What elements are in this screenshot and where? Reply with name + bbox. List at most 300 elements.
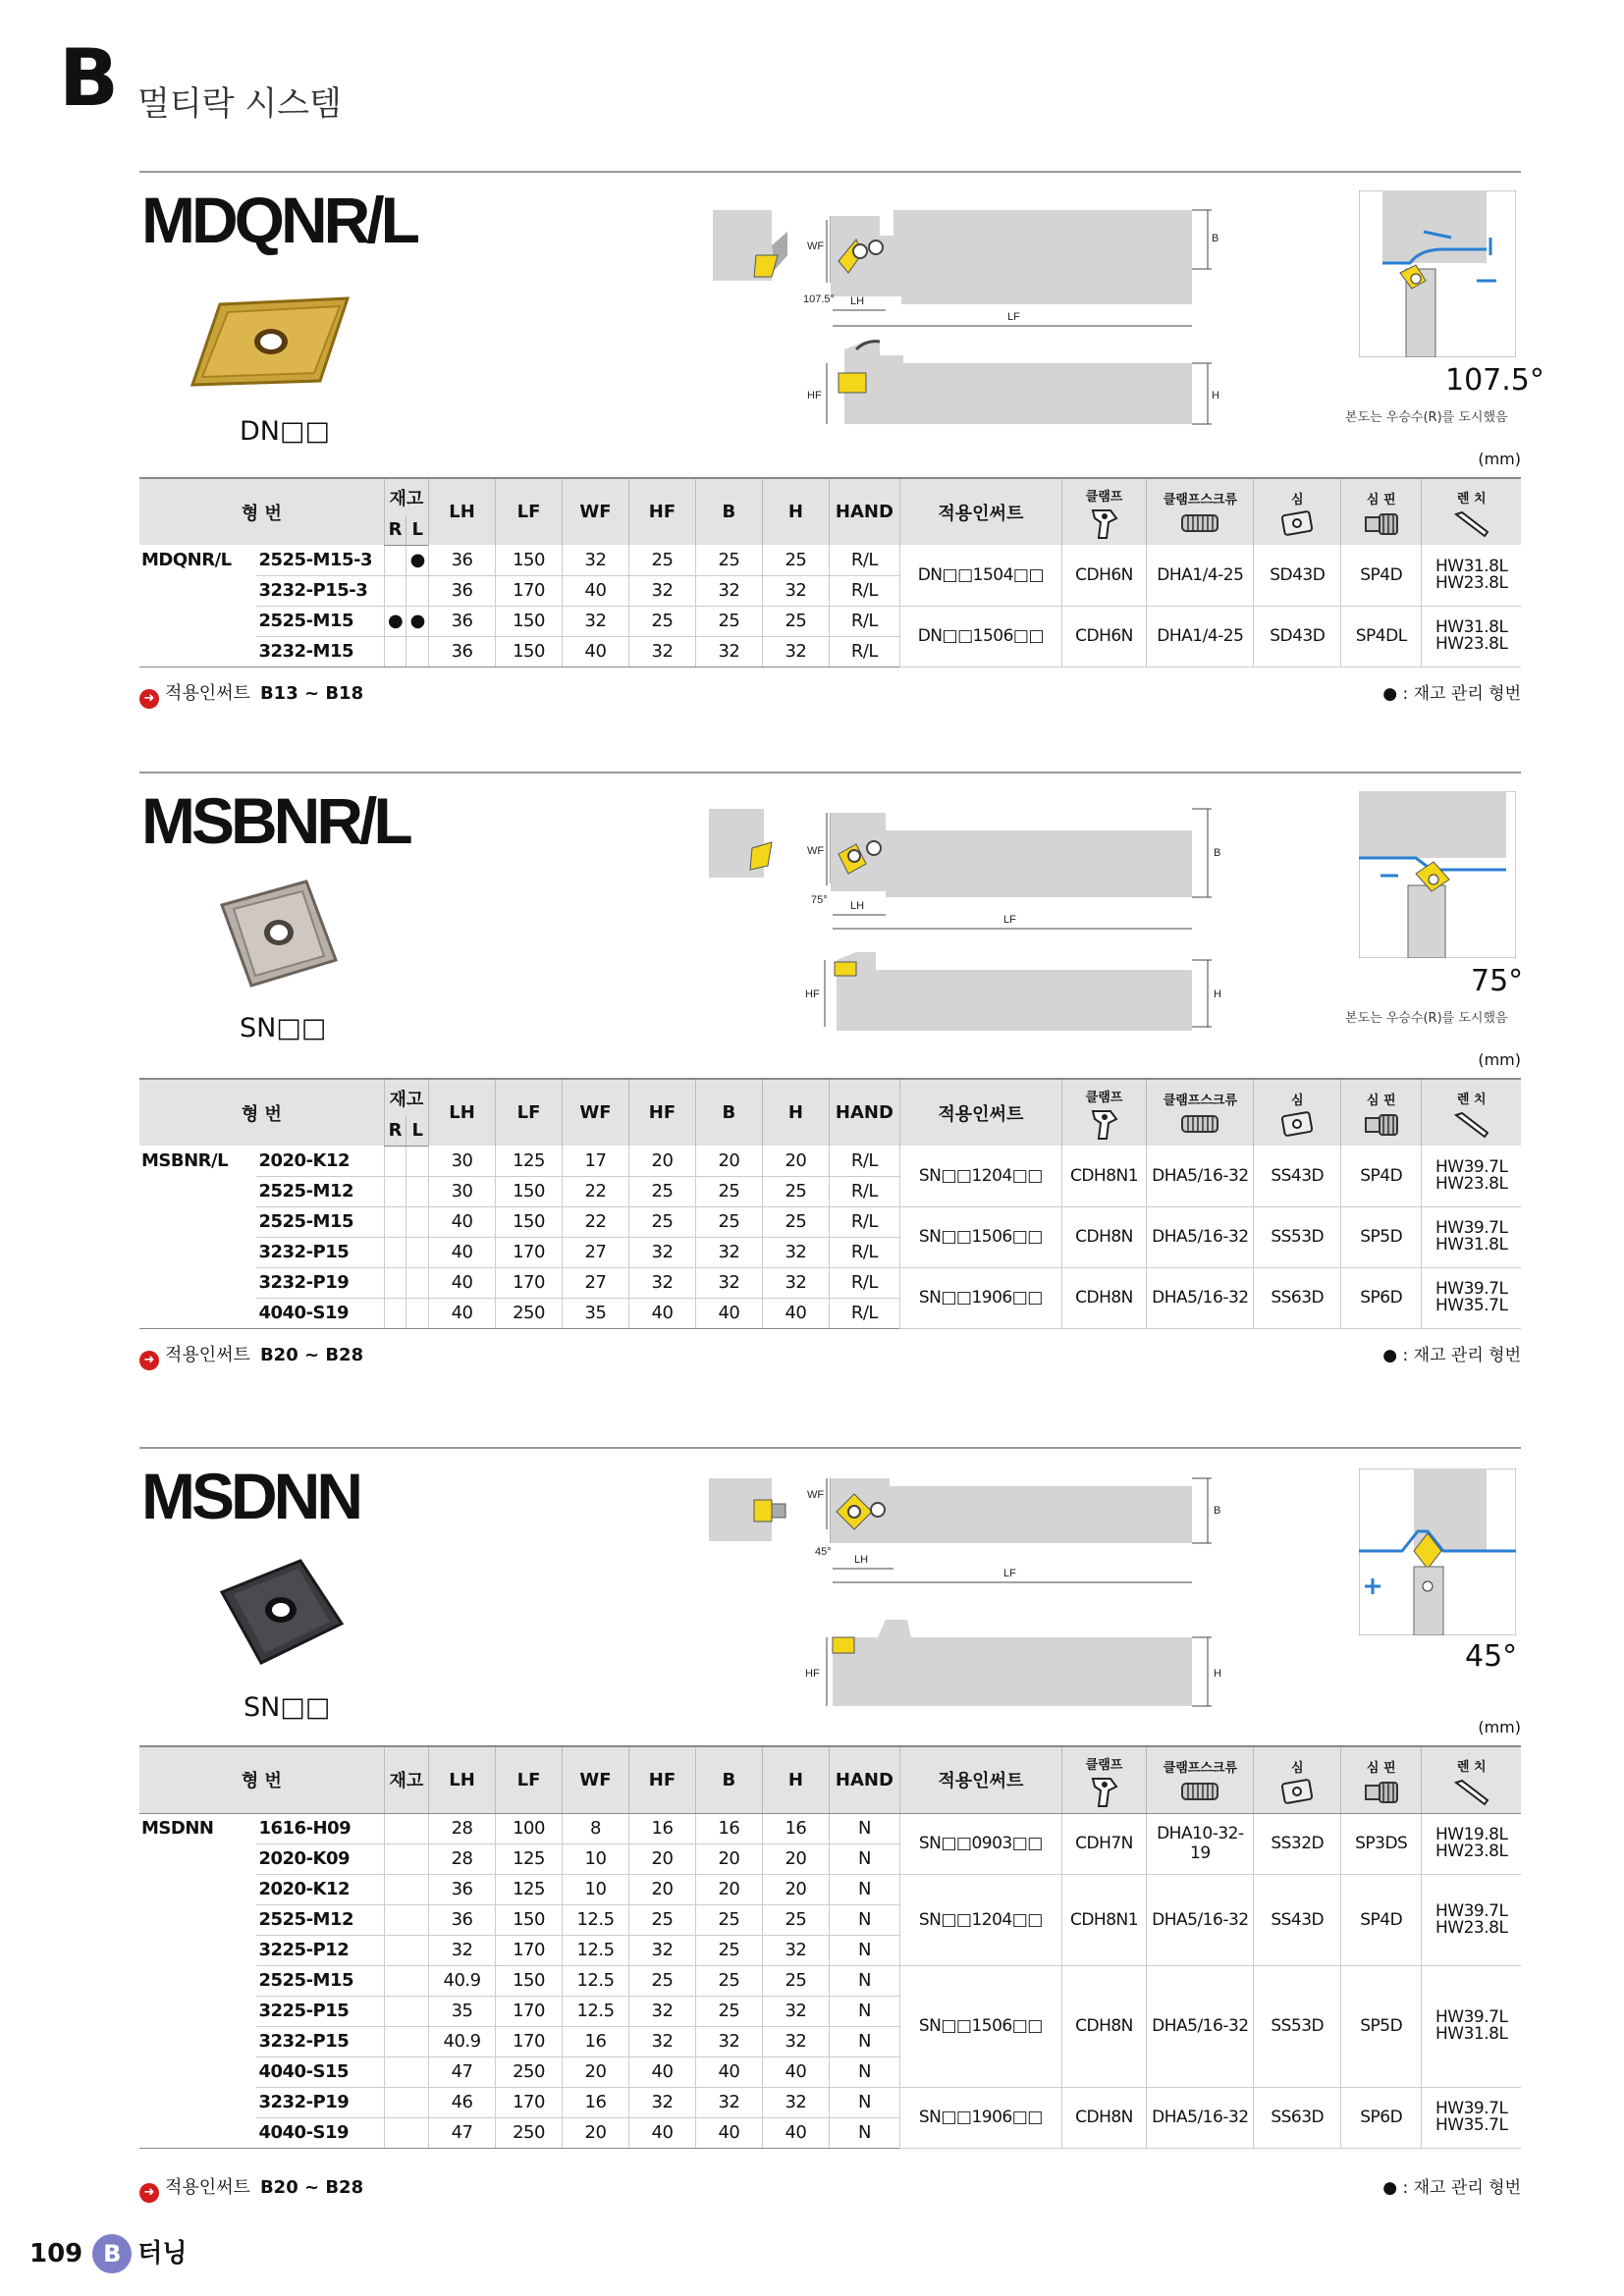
shim-cell: SS53D [1254,1965,1341,2087]
col-model: 형 번 [139,1079,384,1146]
wrench-value: HW35.7L [1435,2115,1508,2135]
col-stock-r: R [384,515,406,545]
dim-lf: LF [1003,1568,1016,1579]
wrench-value: HW39.7L [1435,1156,1508,1177]
series-cell: MDQNR/L [141,550,232,570]
wrench-value: HW35.7L [1435,1296,1508,1315]
lh-cell: 36 [429,575,496,606]
series-cell [139,1843,256,1874]
h-cell: 32 [762,2087,829,2117]
model-cell: 3232-P19 [256,1267,384,1298]
col-wrench: 렌 치 [1422,478,1521,545]
clamp-cell: CDH8N [1061,1206,1147,1267]
hand-cell: N [829,2087,899,2117]
insert-photo-silver-square [212,876,344,993]
stock-r-cell: ● [384,606,406,636]
clamp-screw-cell: DHA5/16-32 [1147,1965,1254,2087]
shim-icon [1279,1110,1315,1138]
lh-cell: 30 [429,1176,496,1206]
hand-cell: R/L [829,1146,899,1176]
chapter-badge: B [92,2234,132,2273]
stock-cell [384,1813,428,1843]
lf-cell: 170 [496,1996,563,2026]
hand-cell: N [829,2056,899,2087]
hf-cell: 20 [628,1874,695,1904]
section-divider [139,1447,1521,1449]
b-cell: 25 [695,1935,762,1965]
wrench-cell [1422,2087,1521,2148]
stock-l-cell: ● [406,545,429,575]
stock-r-cell [384,1146,406,1176]
stock-cell [384,1843,428,1874]
wrench-icon [1452,508,1491,538]
lf-cell: 250 [496,2117,563,2148]
col-b: B [695,1079,762,1146]
hand-cell: R/L [829,1237,899,1267]
wrench-cell [1422,1813,1521,1874]
col-stock-l: L [406,515,429,545]
col-lf: LF [496,478,563,545]
col-hf: HF [628,1746,695,1813]
h-cell: 16 [762,1813,829,1843]
h-cell: 20 [762,1146,829,1176]
lead-angle-label: 75° [811,894,828,906]
col-stock-r: R [384,1116,406,1146]
stock-l-cell [406,1298,429,1328]
lf-cell: 125 [496,1874,563,1904]
insert-cell: SN□□1506□□ [899,1965,1061,2087]
wf-cell: 10 [563,1843,629,1874]
stock-cell [384,2117,428,2148]
model-cell: 4040-S19 [256,1298,384,1328]
stock-l-cell [406,1267,429,1298]
hf-cell: 32 [628,1996,695,2026]
wrench-value: HW31.8L [1435,556,1508,576]
col-hand: HAND [829,1079,899,1146]
dim-wf: WF [807,1489,825,1501]
col-lh: LH [429,478,496,545]
h-cell: 32 [762,1237,829,1267]
dim-lf: LF [1007,311,1020,323]
shim-cell: SD43D [1254,545,1341,606]
col-shim: 심 [1254,1746,1341,1813]
lh-cell: 40 [429,1206,496,1237]
dim-b: B [1214,1505,1221,1517]
hf-cell: 32 [628,575,695,606]
hand-cell: R/L [829,1206,899,1237]
series-cell [139,1904,256,1935]
series-cell [139,1298,256,1328]
wf-cell: 16 [563,2087,629,2117]
wrench-cell [1422,1874,1521,1965]
shim-icon [1279,509,1315,537]
wf-cell: 12.5 [563,1904,629,1935]
table-row [139,2087,1521,2117]
hand-cell: N [829,1843,899,1874]
wrench-icon [1452,1777,1491,1806]
shim-cell: SS32D [1254,1813,1341,1874]
model-cell: 2525-M15-3 [256,545,384,575]
model-cell: 2525-M15 [256,1206,384,1237]
clamp-screw-cell: DHA5/16-32 [1147,1206,1254,1267]
wrench-value: HW39.7L [1435,2007,1508,2027]
h-cell: 20 [762,1843,829,1874]
lh-cell: 40.9 [429,1965,496,1996]
wrench-value: HW31.8L [1435,2024,1508,2044]
spec-table [139,1078,1521,1329]
insert-photo-gold-rhombic [183,287,357,393]
wrench-value: HW39.7L [1435,1218,1508,1238]
section-mdqnrl [139,171,1544,721]
insert-type-label: SN□□ [240,1013,327,1043]
lh-cell: 40 [429,1298,496,1328]
unit-label: (mm) [1478,1050,1521,1069]
dim-wf: WF [807,845,825,857]
col-insert: 적용인써트 [899,478,1061,545]
b-cell: 32 [695,575,762,606]
insert-reference[interactable]: ➜ 적용인써트 B13 ~ B18 [139,679,363,709]
b-cell: 25 [695,1965,762,1996]
unit-label: (mm) [1478,1718,1521,1736]
lf-cell: 125 [496,1146,563,1176]
h-cell: 32 [762,575,829,606]
section-divider [139,171,1521,173]
stock-r-cell [384,575,406,606]
section-divider [139,772,1521,774]
col-clamp-screw: 클램프스크류 [1147,1079,1254,1146]
clamp-cell: CDH8N [1061,2087,1147,2148]
shim-pin-cell: SP5D [1341,1206,1422,1267]
clamp-cell: CDH6N [1061,545,1147,606]
lf-cell: 150 [496,636,563,667]
lf-cell: 170 [496,1237,563,1267]
b-cell: 40 [695,2117,762,2148]
model-cell: 2020-K12 [256,1146,384,1176]
stock-cell [384,2026,428,2056]
col-shim: 심 [1254,478,1341,545]
shim-pin-cell: SP5D [1341,1965,1422,2087]
lf-cell: 170 [496,1267,563,1298]
b-cell: 32 [695,636,762,667]
wrench-value: HW23.8L [1435,1842,1508,1861]
shim-cell: SS43D [1254,1146,1341,1206]
wf-cell: 35 [563,1298,629,1328]
insert-cell: DN□□1506□□ [899,606,1061,667]
col-clamp: 클램프 [1061,1746,1147,1813]
shim-pin-cell: SP3DS [1341,1813,1422,1874]
hf-cell: 32 [628,1267,695,1298]
arrow-right-icon: ➜ [139,1351,159,1370]
col-b: B [695,478,762,545]
series-cell: MSBNR/L [141,1150,229,1171]
dim-wf: WF [807,240,825,252]
wf-cell: 22 [563,1206,629,1237]
hand-cell: R/L [829,1298,899,1328]
hand-cell: R/L [829,636,899,667]
insert-cell: SN□□1906□□ [899,1267,1061,1328]
col-clamp-screw: 클램프스크류 [1147,478,1254,545]
hf-cell: 25 [628,1206,695,1237]
dim-h: H [1212,390,1219,401]
clamp-screw-cell: DHA5/16-32 [1147,1146,1254,1206]
lh-cell: 47 [429,2056,496,2087]
wf-cell: 27 [563,1237,629,1267]
b-cell: 32 [695,1237,762,1267]
shim-pin-cell: SP4D [1341,1146,1422,1206]
lh-cell: 40 [429,1267,496,1298]
series-cell [139,575,256,606]
dim-h: H [1214,988,1221,1000]
lead-angle-value: 75° [1471,964,1524,998]
wf-cell: 10 [563,1874,629,1904]
wf-cell: 12.5 [563,1996,629,2026]
lh-cell: 36 [429,545,496,575]
shim-pin-cell: SP4D [1341,545,1422,606]
insert-cell: SN□□1204□□ [899,1146,1061,1206]
page-footer [29,2233,188,2273]
wf-cell: 22 [563,1176,629,1206]
h-cell: 40 [762,2056,829,2087]
wrench-cell [1422,545,1521,606]
hand-cell: N [829,2026,899,2056]
model-cell: 2525-M12 [256,1176,384,1206]
clamp-screw-cell: DHA5/16-32 [1147,2087,1254,2148]
clamp-screw-cell: DHA1/4-25 [1147,545,1254,606]
dim-hf: HF [805,988,820,1000]
wf-cell: 8 [563,1813,629,1843]
lh-cell: 35 [429,1996,496,2026]
model-cell: 2525-M15 [256,606,384,636]
col-hf: HF [628,1079,695,1146]
table-row [139,1267,1521,1298]
table-row [139,1813,1521,1843]
col-clamp-screw: 클램프스크류 [1147,1746,1254,1813]
hand-cell: N [829,1965,899,1996]
section-title: MDQNR/L [141,184,416,256]
wrench-value: HW23.8L [1435,572,1508,593]
hf-cell: 25 [628,1176,695,1206]
hand-cell: N [829,1996,899,2026]
col-clamp: 클램프 [1061,478,1147,545]
wrench-cell [1422,1965,1521,2087]
hand-cell: R/L [829,545,899,575]
series-cell: MSDNN [141,1818,214,1840]
model-cell: 4040-S19 [256,2117,384,2148]
lh-cell: 40.9 [429,2026,496,2056]
h-cell: 32 [762,1267,829,1298]
stock-l-cell: ● [406,606,429,636]
b-cell: 32 [695,2026,762,2056]
table-row [139,1206,1521,1237]
wrench-value: HW23.8L [1435,1917,1508,1938]
wrench-icon [1452,1109,1491,1139]
b-cell: 20 [695,1843,762,1874]
hf-cell: 40 [628,2056,695,2087]
col-lh: LH [429,1746,496,1813]
insert-type-label: DN□□ [240,416,331,447]
wf-cell: 16 [563,2026,629,2056]
h-cell: 25 [762,1965,829,1996]
insert-cell: SN□□1506□□ [899,1206,1061,1267]
stock-r-cell [384,636,406,667]
hf-cell: 40 [628,2117,695,2148]
shim-cell: SD43D [1254,606,1341,667]
stock-note: ● : 재고 관리 형번 [1382,2178,1521,2198]
col-shim-pin: 심 핀 [1341,1079,1422,1146]
lf-cell: 150 [496,606,563,636]
shim-pin-cell: SP6D [1341,1267,1422,1328]
wf-cell: 12.5 [563,1965,629,1996]
col-lh: LH [429,1079,496,1146]
col-shim-pin: 심 핀 [1341,1746,1422,1813]
lf-cell: 100 [496,1813,563,1843]
model-cell: 3232-P15 [256,2026,384,2056]
model-cell: 4040-S15 [256,2056,384,2087]
lh-cell: 28 [429,1813,496,1843]
b-cell: 25 [695,1176,762,1206]
b-cell: 40 [695,1298,762,1328]
lf-cell: 150 [496,1176,563,1206]
lead-angle-diagram [1359,190,1516,357]
b-cell: 25 [695,606,762,636]
wrench-value: HW39.7L [1435,1279,1508,1299]
table-row [139,1874,1521,1904]
clamp-cell: CDH8N1 [1061,1874,1147,1965]
wrench-value: HW23.8L [1435,1173,1508,1194]
series-cell [139,1996,256,2026]
holder-dimension-diagram [713,206,1420,442]
stock-r-cell [384,1237,406,1267]
hf-cell: 32 [628,636,695,667]
series-cell [139,1176,256,1206]
unit-label: (mm) [1478,450,1521,468]
stock-l-cell [406,1176,429,1206]
clamp-icon [1087,1107,1122,1141]
dim-lh: LH [850,295,865,307]
insert-reference[interactable]: ➜ 적용인써트 B20 ~ B28 [139,1341,363,1370]
col-shim: 심 [1254,1079,1341,1146]
shim-icon [1279,1778,1315,1805]
model-cell: 2525-M15 [256,1965,384,1996]
section-msbnrl [139,772,1524,1400]
dim-lh: LH [854,1554,869,1566]
clamp-cell: CDH8N [1061,1965,1147,2087]
model-cell: 2525-M12 [256,1904,384,1935]
hf-cell: 25 [628,1965,695,1996]
col-stock: 재고 [384,1746,428,1813]
wrench-value: HW23.8L [1435,634,1508,654]
clamp-screw-cell: DHA5/16-32 [1147,1267,1254,1328]
right-hand-note: 본도는 우승수(R)를 도시했음 [1345,1011,1508,1026]
h-cell: 25 [762,606,829,636]
h-cell: 25 [762,1206,829,1237]
hf-cell: 25 [628,606,695,636]
hand-cell: N [829,1813,899,1843]
screw-icon [1180,509,1219,537]
col-stock-l: L [406,1116,429,1146]
model-cell: 2020-K12 [256,1874,384,1904]
shim-pin-icon [1364,509,1399,537]
page-header-title: 멀티락 시스템 [137,84,342,124]
table-row [139,606,1521,636]
col-b: B [695,1746,762,1813]
col-stock: 재고 [384,1079,428,1116]
b-cell: 20 [695,1874,762,1904]
clamp-screw-cell: DHA1/4-25 [1147,606,1254,667]
wf-cell: 32 [563,545,629,575]
clamp-cell: CDH8N [1061,1267,1147,1328]
model-cell: 3225-P12 [256,1935,384,1965]
insert-type-label: SN□□ [244,1692,331,1723]
col-wrench: 렌 치 [1422,1746,1521,1813]
b-cell: 25 [695,1206,762,1237]
model-cell: 3232-P15 [256,1237,384,1267]
stock-cell [384,1996,428,2026]
col-stock: 재고 [384,478,428,515]
hand-cell: R/L [829,1267,899,1298]
hf-cell: 20 [628,1146,695,1176]
insert-reference[interactable]: ➜ 적용인써트 B20 ~ B28 [139,2173,363,2203]
section-title: MSBNR/L [141,784,409,857]
lead-angle-value: 45° [1465,1639,1518,1674]
col-insert: 적용인써트 [899,1746,1061,1813]
series-cell [139,2117,256,2148]
holder-dimension-diagram [709,1470,1426,1716]
col-lf: LF [496,1079,563,1146]
col-hand: HAND [829,478,899,545]
holder-dimension-diagram [709,805,1426,1031]
col-wrench: 렌 치 [1422,1079,1521,1146]
table-row [139,1965,1521,1996]
wf-cell: 40 [563,636,629,667]
b-cell: 25 [695,1996,762,2026]
wrench-value: HW31.8L [1435,1235,1508,1255]
shim-cell: SS63D [1254,1267,1341,1328]
stock-r-cell [384,1206,406,1237]
stock-cell [384,1904,428,1935]
lf-cell: 170 [496,2026,563,2056]
hand-cell: R/L [829,606,899,636]
stock-l-cell [406,636,429,667]
stock-r-cell [384,545,406,575]
lh-cell: 32 [429,1935,496,1965]
b-cell: 16 [695,1813,762,1843]
hf-cell: 32 [628,2026,695,2056]
h-cell: 40 [762,2117,829,2148]
stock-l-cell [406,1146,429,1176]
section-letter: B [59,32,119,124]
wf-cell: 40 [563,575,629,606]
wrench-value: HW39.7L [1435,2099,1508,2118]
hand-cell: N [829,1904,899,1935]
wf-cell: 17 [563,1146,629,1176]
clamp-cell: CDH8N1 [1061,1146,1147,1206]
hand-cell: N [829,1935,899,1965]
col-clamp: 클램프 [1061,1079,1147,1146]
hand-cell: N [829,1874,899,1904]
shim-cell: SS53D [1254,1206,1341,1267]
wf-cell: 27 [563,1267,629,1298]
stock-l-cell [406,1237,429,1267]
wf-cell: 32 [563,606,629,636]
h-cell: 40 [762,1298,829,1328]
stock-note: ● : 재고 관리 형번 [1382,684,1521,704]
wrench-cell [1422,1206,1521,1267]
series-cell [139,2026,256,2056]
chapter-title: 터닝 [137,2239,188,2269]
lf-cell: 150 [496,1904,563,1935]
clamp-icon [1087,507,1122,540]
